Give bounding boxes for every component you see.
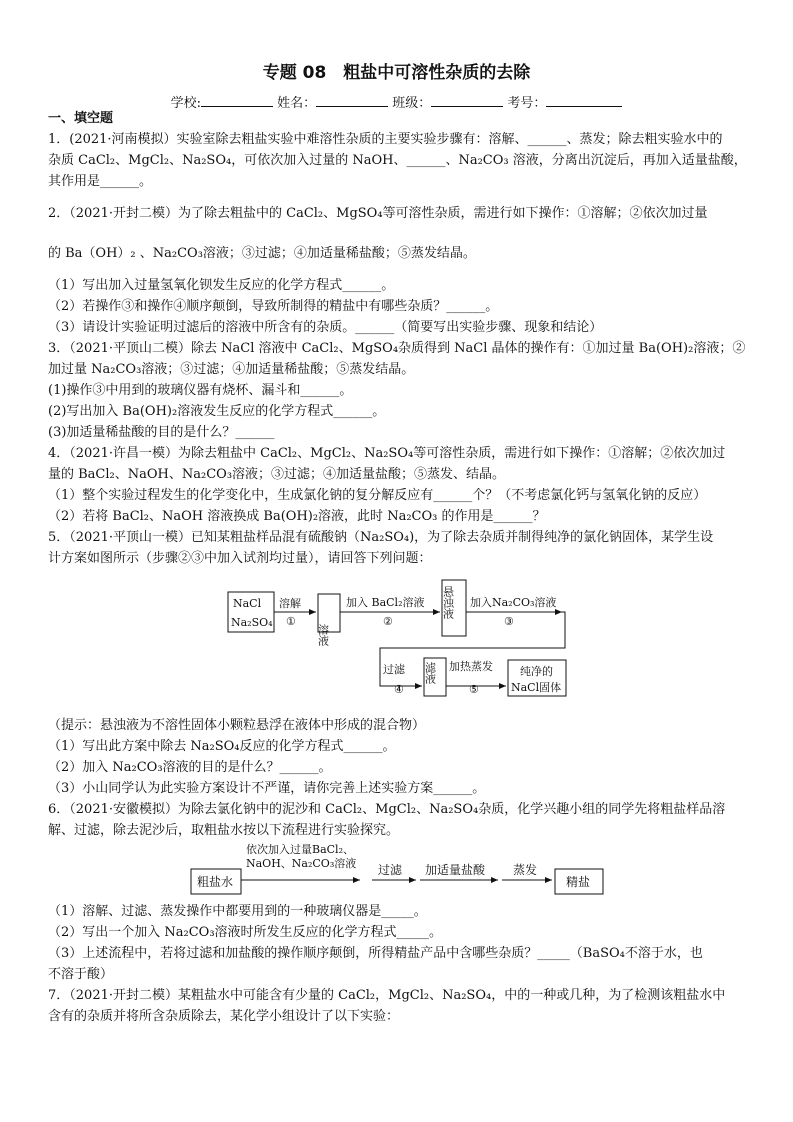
diagram1-box-product-top: 纯净的 xyxy=(520,665,553,678)
q6-line: （2）写出一个加入 Na₂CO₃溶液时所发生反应的化学方程式_____。 xyxy=(48,925,443,940)
q1-line: 1．(2021·河南模拟）实验室除去粗盐实验中难溶性杂质的主要实验步骤有：溶解、______、蒸发；除去粗实验水中的 xyxy=(48,132,723,147)
q2-line: 的 Ba（OH）₂ 、Na₂CO₃溶液；③过滤；④加适量稀盐酸；⑤蒸发结晶。 xyxy=(48,246,476,261)
diagram1-step1-num: ① xyxy=(286,615,296,628)
diagram1-box-suspension-text: 悬浊液 xyxy=(441,586,455,619)
page-title: 专题 08 粗盐中可溶性杂质的去除 xyxy=(262,63,531,83)
q4-line: 4．（2021·许昌一模）为除去粗盐中 CaCl₂、MgCl₂、Na₂SO₄等可溶性杂质，需进行如下操作：①溶解；②依次加过 xyxy=(48,446,726,461)
diagram1-step3-num: ③ xyxy=(504,615,514,628)
diagram2-step3: 加适量盐酸 xyxy=(425,863,486,877)
diagram1-step2: 加入 BaCl₂溶液 xyxy=(346,596,425,609)
q2-line: （3）请设计实验证明过滤后的溶液中所含有的杂质。______（简要写出实验步骤、现象和结论） xyxy=(48,320,603,335)
diagram1-step2-num: ② xyxy=(383,615,393,628)
diagram1-step1: 溶解 xyxy=(279,597,301,610)
diagram1-box-start-top: NaCl xyxy=(233,597,262,610)
q3-line: (3)加适量稀盐酸的目的是什么？______ xyxy=(48,425,275,440)
q6-line: （3）上述流程中，若将过滤和加盐酸的操作顺序颠倒，所得精盐产品中含哪些杂质？_____（BaSO₄不溶于水，也 xyxy=(48,946,703,961)
diagram2-box-end-text: 精盐 xyxy=(566,875,591,889)
q1-line: 杂质 CaCl₂、MgCl₂、Na₂SO₄，可依次加入过量的 NaOH、______、Na₂CO₃ 溶液，分离出沉淀后，再加入适量盐酸， xyxy=(48,153,747,168)
diagram1-step3: 加入Na₂CO₃溶液 xyxy=(470,596,557,609)
diagram2-step4: 蒸发 xyxy=(513,863,538,877)
q6-line: 6．（2021·安徽模拟）为除去氯化钠中的泥沙和 CaCl₂、MgCl₂、Na₂SO₄杂质，化学兴趣小组的同学先将粗盐样品溶 xyxy=(48,802,726,817)
q3-line: (1)操作③中用到的玻璃仪器有烧杯、漏斗和______。 xyxy=(48,383,353,398)
q5-line: 计方案如图所示（步骤②③中加入试剂均过量），请回答下列问题： xyxy=(48,551,432,566)
q2-line: （2）若操作③和操作④顺序颠倒，导致所制得的精盐中有哪些杂质？______。 xyxy=(48,299,499,314)
diagram1-step4-num: ④ xyxy=(394,683,404,696)
diagram1-step5-num: ⑤ xyxy=(469,683,479,696)
section-title: 一、填空题 xyxy=(48,111,114,126)
q5-line: （1）写出此方案中除去 Na₂SO₄反应的化学方程式______。 xyxy=(48,739,396,754)
q3-line: 加过量 Na₂CO₃溶液；③过滤；④加适量稀盐酸；⑤蒸发结晶。 xyxy=(48,362,415,377)
q7-line: 含有的杂质并将所含杂质除去，某化学小组设计了以下实验： xyxy=(48,1009,400,1024)
diagram1-box-product-bottom: NaCl固体 xyxy=(511,681,562,694)
diagram1-box-start-bottom: Na₂SO₄ xyxy=(231,616,273,629)
q4-line: （2）若将 BaCl₂、NaOH 溶液换成 Ba(OH)₂溶液，此时 Na₂CO₃ 的作用是______？ xyxy=(48,509,546,524)
q2-line: （1）写出加入过量氢氧化钡发生反应的化学方程式______。 xyxy=(48,278,395,293)
q5-line: （2）加入 Na₂CO₃溶液的目的是什么？______。 xyxy=(48,760,332,775)
diagram1-box-solution-text: 溶液 xyxy=(316,624,330,646)
q5-line: （提示：悬浊液为不溶性固体小颗粒悬浮在液体中形成的混合物） xyxy=(48,718,426,733)
q7-line: 7．（2021·开封二模）某粗盐水中可能含有少量的 CaCl₂，MgCl₂、Na₂SO₄，中的一种或几种，为了检测该粗盐水中 xyxy=(48,988,726,1003)
diagram1-box-filtrate-text: 滤液 xyxy=(423,662,437,684)
diagram1-step4: 过滤 xyxy=(383,663,405,676)
diagram2-label-top: 依次加入过量BaCl₂、 xyxy=(246,843,354,856)
q3-line: (2)写出加入 Ba(OH)₂溶液发生反应的化学方程式______。 xyxy=(48,404,386,419)
q4-line: 量的 BaCl₂、NaOH、Na₂CO₃溶液；③过滤；④加适量盐酸；⑤蒸发、结晶。 xyxy=(48,467,506,482)
class-label: 班级： xyxy=(392,96,432,111)
q5-line: （3）小山同学认为此实验方案设计不严谨，请你完善上述实验方案______。 xyxy=(48,781,486,796)
name-label: 姓名： xyxy=(277,96,317,111)
school-label: 学校: xyxy=(170,96,201,111)
id-label: 考号： xyxy=(507,96,547,111)
diagram2-box-start-text: 粗盐水 xyxy=(197,875,234,889)
q2-line: 2．（2021·开封二模）为了除去粗盐中的 CaCl₂、MgSO₄等可溶性杂质，需进行如下操作：①溶解；②依次加过量 xyxy=(48,206,708,221)
diagram2-step2: 过滤 xyxy=(378,863,403,877)
q1-line: 其作用是______。 xyxy=(48,174,153,189)
q4-line: （1）整个实验过程发生的化学变化中，生成氯化钠的复分解反应有______个？（不考虑氯化钙与氢氧化钠的反应） xyxy=(48,488,707,503)
q6-line: 不溶于酸） xyxy=(48,967,114,982)
q5-line: 5．（2021·平顶山一模）已知某粗盐样品混有硫酸钠（Na₂SO₄)，为了除去杂质并制得纯净的氯化钠固体，某学生设 xyxy=(48,530,714,545)
diagram1-step5: 加热蒸发 xyxy=(449,660,493,673)
q6-line: 解、过滤，除去泥沙后，取粗盐水按以下流程进行实验探究。 xyxy=(48,823,400,838)
diagram2-label-bottom: NaOH、Na₂CO₃溶液 xyxy=(246,857,357,870)
q3-line: 3．（2021·平顶山二模）除去 NaCl 溶液中 CaCl₂、MgSO₄杂质得到 NaCl 晶体的操作有：①加过量 Ba(OH)₂溶液；② xyxy=(48,341,746,356)
q6-line: （1）溶解、过滤、蒸发操作中都要用到的一种玻璃仪器是_____。 xyxy=(48,904,427,919)
